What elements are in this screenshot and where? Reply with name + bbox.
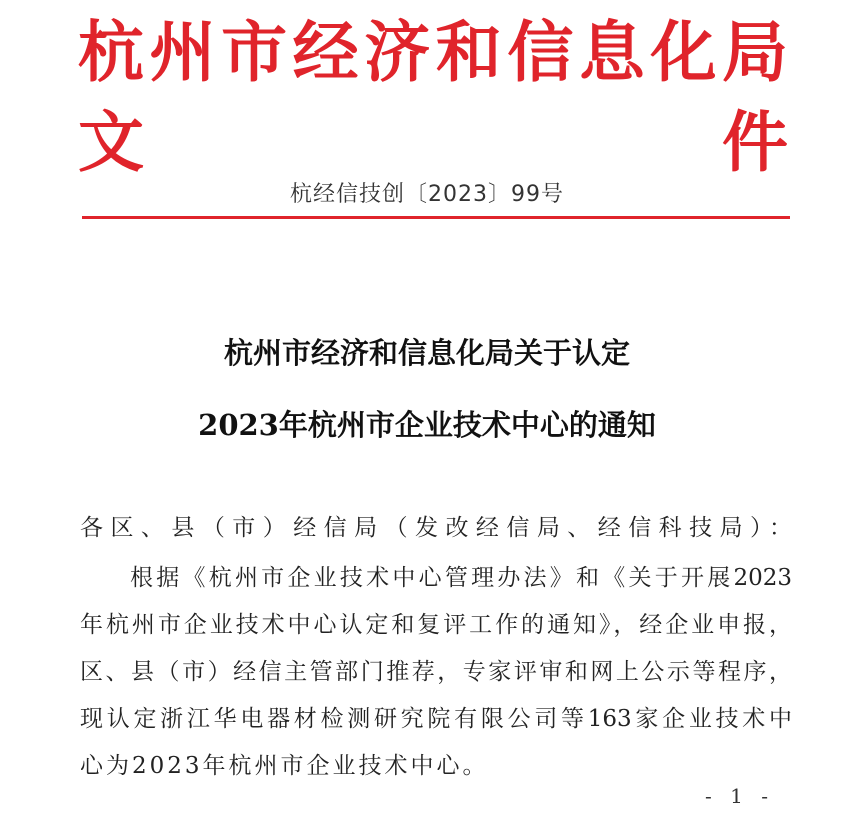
issuing-authority-header: 杭州市经济和信息化局文件 (78, 14, 788, 181)
paragraph-line: 现认定浙江华电器材检测研究院有限公司等163家企业技术中 (80, 706, 792, 732)
document-title-line-1: 杭州市经济和信息化局关于认定 (223, 336, 630, 370)
paragraph-line: 区、县（市）经信主管部门推荐，专家评审和网上公示等程序， (80, 659, 792, 685)
paragraph-line: 年杭州市企业技术中心认定和复评工作的通知》，经企业申报， (80, 612, 792, 638)
red-divider-line (82, 216, 790, 219)
paragraph-line: 心为2023年杭州市企业技术中心。 (80, 753, 489, 779)
document-title-line-2: 2023年杭州市企业技术中心的通知 (198, 408, 656, 442)
page-number: - 1 - (705, 784, 774, 808)
paragraph-line: 根据《杭州市企业技术中心管理办法》和《关于开展2023 (130, 565, 792, 591)
salutation: 各区、县（市）经信局（发改经信局、经信科技局）： (80, 515, 792, 541)
document-number: 杭经信技创〔2023〕99号 (290, 182, 564, 207)
